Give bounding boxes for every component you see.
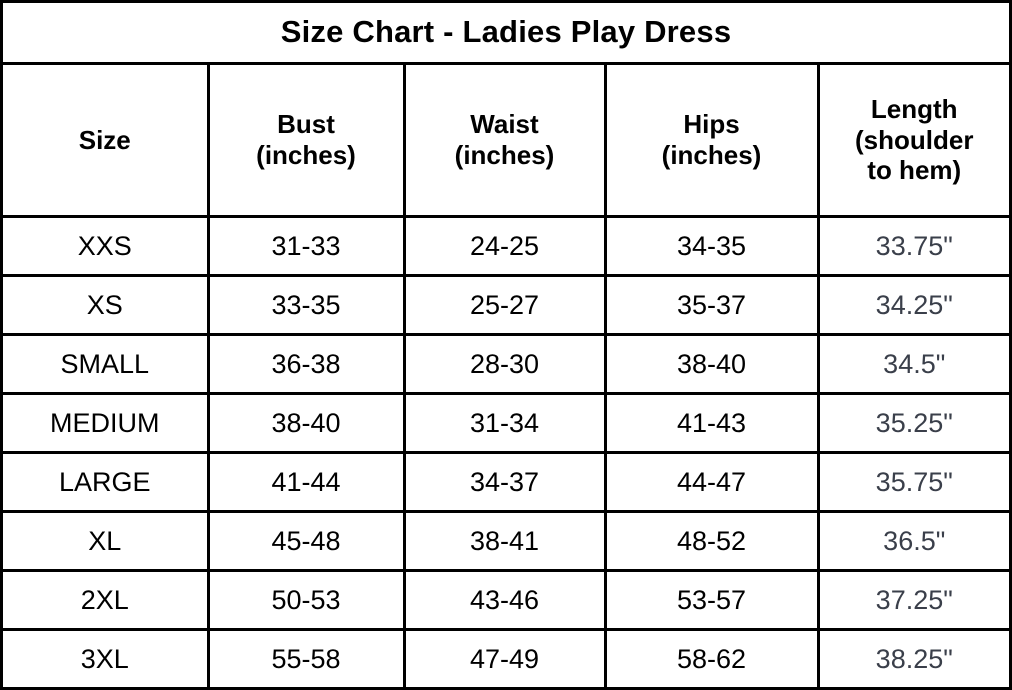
table-row xyxy=(3,394,1009,453)
cell-bust: 41-44 xyxy=(208,453,404,512)
table-row xyxy=(3,630,1009,688)
cell-length: 36.5" xyxy=(818,512,1009,571)
cell-hips: 35-37 xyxy=(605,276,818,335)
page-title: Size Chart - Ladies Play Dress xyxy=(3,3,1009,65)
cell-waist: 28-30 xyxy=(404,335,605,394)
cell-waist: 43-46 xyxy=(404,571,605,630)
cell-bust: 50-53 xyxy=(208,571,404,630)
cell-waist: 25-27 xyxy=(404,276,605,335)
cell-size: LARGE xyxy=(3,453,208,512)
cell-bust: 55-58 xyxy=(208,630,404,688)
column-header-size xyxy=(3,65,208,217)
cell-bust: 36-38 xyxy=(208,335,404,394)
header-line: Bust xyxy=(277,109,335,140)
cell-bust: 31-33 xyxy=(208,217,404,276)
cell-size: 2XL xyxy=(3,571,208,630)
column-header-bust xyxy=(208,65,404,217)
cell-hips: 38-40 xyxy=(605,335,818,394)
table-row xyxy=(3,276,1009,335)
header-line: (inches) xyxy=(454,140,555,170)
cell-hips: 53-57 xyxy=(605,571,818,630)
column-header-waist xyxy=(404,65,605,217)
cell-length: 37.25" xyxy=(818,571,1009,630)
cell-size: 3XL xyxy=(3,630,208,688)
cell-bust: 38-40 xyxy=(208,394,404,453)
table-row xyxy=(3,453,1009,512)
cell-hips: 41-43 xyxy=(605,394,818,453)
table-header-row xyxy=(3,65,1009,217)
header-line: Size xyxy=(78,124,131,155)
cell-waist: 38-41 xyxy=(404,512,605,571)
cell-size: XS xyxy=(3,276,208,335)
size-chart-table xyxy=(3,65,1009,687)
cell-length: 33.75" xyxy=(818,217,1009,276)
cell-size: XXS xyxy=(3,217,208,276)
table-row xyxy=(3,571,1009,630)
cell-size: XL xyxy=(3,512,208,571)
table-row xyxy=(3,217,1009,276)
cell-length: 35.25" xyxy=(818,394,1009,453)
cell-hips: 34-35 xyxy=(605,217,818,276)
cell-bust: 45-48 xyxy=(208,512,404,571)
cell-waist: 24-25 xyxy=(404,217,605,276)
header-line: Length xyxy=(870,93,958,124)
cell-bust: 33-35 xyxy=(208,276,404,335)
header-line: Waist xyxy=(470,109,539,140)
cell-length: 35.75" xyxy=(818,453,1009,512)
cell-size: MEDIUM xyxy=(3,394,208,453)
header-line: Hips xyxy=(683,109,740,140)
header-line: (inches) xyxy=(661,140,762,170)
header-line: (shoulder xyxy=(855,124,974,155)
cell-size: SMALL xyxy=(3,335,208,394)
cell-length: 38.25" xyxy=(818,630,1009,688)
column-header-hips xyxy=(605,65,818,217)
table-row xyxy=(3,512,1009,571)
cell-hips: 48-52 xyxy=(605,512,818,571)
cell-length: 34.5" xyxy=(818,335,1009,394)
cell-hips: 44-47 xyxy=(605,453,818,512)
header-line: (inches) xyxy=(256,140,356,170)
cell-waist: 31-34 xyxy=(404,394,605,453)
cell-length: 34.25" xyxy=(818,276,1009,335)
column-header-length xyxy=(818,65,1009,217)
table-row xyxy=(3,335,1009,394)
header-line: to hem) xyxy=(867,155,962,186)
cell-waist: 47-49 xyxy=(404,630,605,688)
cell-waist: 34-37 xyxy=(404,453,605,512)
cell-hips: 58-62 xyxy=(605,630,818,688)
